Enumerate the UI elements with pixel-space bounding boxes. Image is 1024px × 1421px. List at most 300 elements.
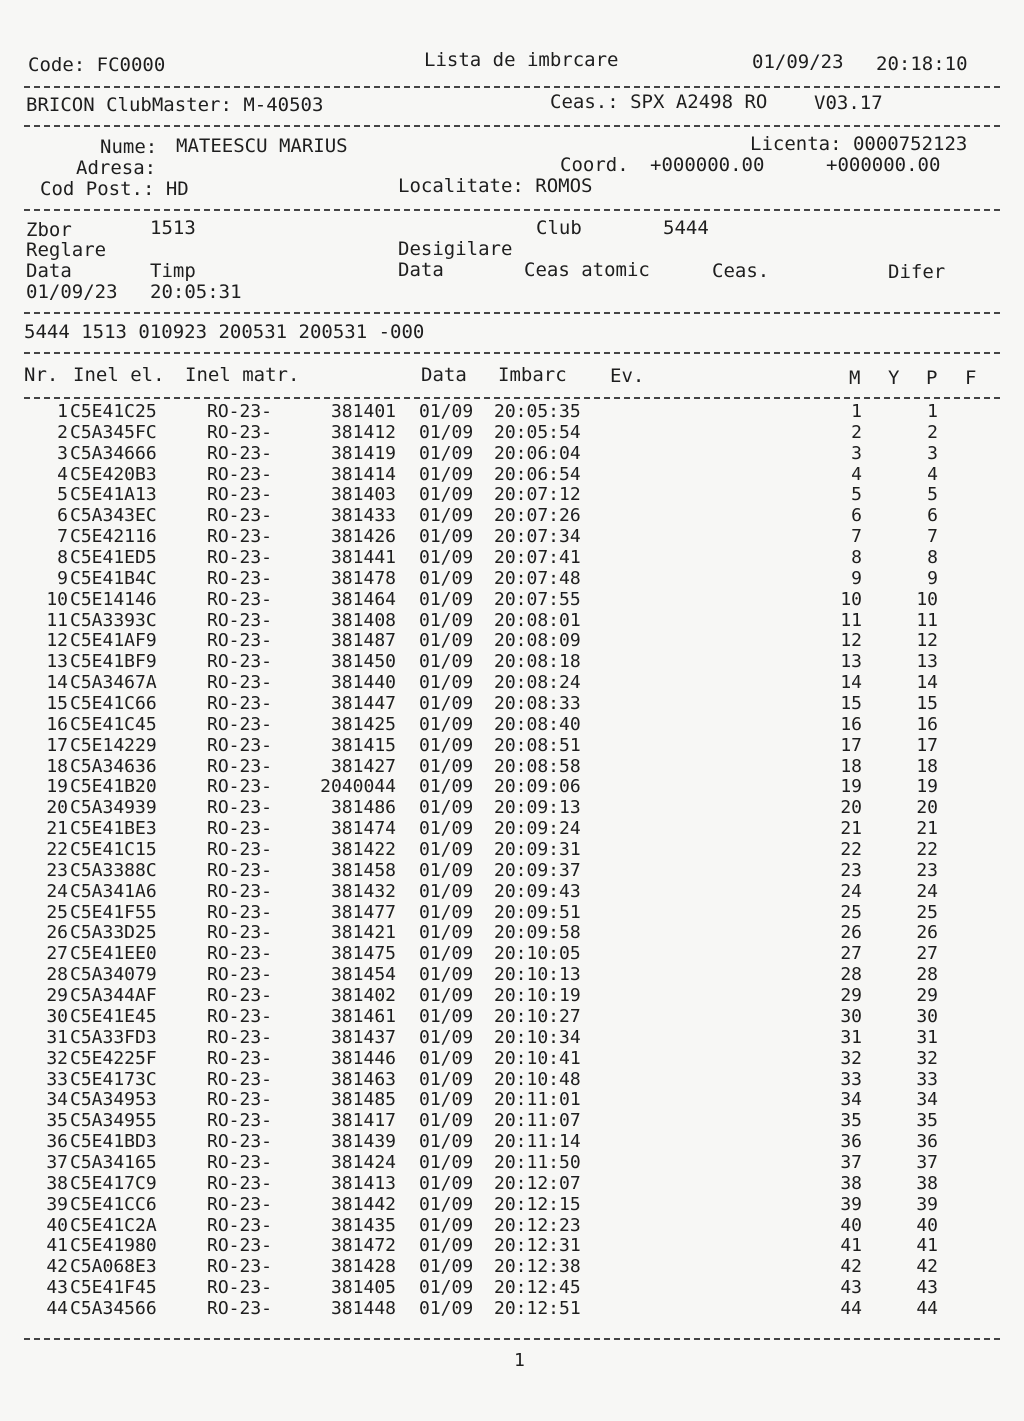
electronic-ring: C5E41CC6 — [70, 1193, 157, 1215]
ring-series: RO-23- — [207, 693, 273, 715]
table-row — [0, 778, 1024, 799]
position-p: 40 — [916, 1214, 938, 1236]
basketing-date: 01/09 — [419, 985, 474, 1007]
basketing-date: 01/09 — [419, 526, 474, 548]
row-number: 12 — [46, 630, 68, 652]
position-m: 44 — [840, 1297, 862, 1319]
basketing-date: 01/09 — [419, 421, 474, 443]
position-m: 18 — [840, 755, 862, 777]
table-row — [0, 632, 1024, 653]
basketing-time: 20:10:34 — [494, 1026, 581, 1048]
position-p: 12 — [916, 630, 938, 652]
ring-number: 381433 — [330, 505, 396, 527]
ring-number: 381408 — [330, 609, 396, 631]
basketing-time: 20:08:24 — [494, 672, 581, 694]
ring-series: RO-23- — [207, 1297, 273, 1319]
position-p: 15 — [916, 693, 938, 715]
position-m: 29 — [840, 985, 862, 1007]
row-number: 13 — [46, 651, 68, 673]
coord-x: +000000.00 — [650, 154, 765, 176]
basketing-date: 01/09 — [419, 1068, 474, 1090]
position-m: 25 — [840, 901, 862, 923]
basketing-time: 20:09:43 — [494, 880, 581, 902]
electronic-ring: C5E41C2A — [70, 1214, 157, 1236]
table-row — [0, 1091, 1024, 1112]
table-row — [0, 1026, 1024, 1050]
ring-number: 381486 — [330, 797, 396, 819]
ring-number: 381428 — [330, 1256, 396, 1278]
basketing-date: 01/09 — [419, 1131, 474, 1153]
position-m: 38 — [840, 1172, 862, 1194]
basketing-date: 01/09 — [419, 463, 474, 485]
basketing-time: 20:07:41 — [494, 547, 581, 569]
basketing-date: 01/09 — [419, 442, 474, 464]
device-label: BRICON ClubMaster: M-40503 — [26, 94, 324, 116]
print-time: 20:18:10 — [876, 53, 968, 75]
electronic-ring: C5A345FC — [70, 421, 157, 443]
row-number: 37 — [46, 1151, 68, 1173]
position-m: 5 — [851, 484, 862, 506]
row-number: 2 — [57, 421, 68, 443]
position-p: 33 — [916, 1068, 938, 1090]
position-m: 17 — [840, 734, 862, 756]
electronic-ring: C5E41C15 — [70, 839, 157, 861]
position-p: 2 — [927, 421, 938, 443]
position-p: 5 — [927, 484, 938, 506]
ring-number: 381432 — [330, 880, 396, 902]
table-row — [0, 653, 1024, 674]
electronic-ring: C5E41B4C — [70, 567, 157, 589]
row-number: 17 — [46, 734, 68, 756]
table-row — [0, 966, 1024, 987]
divider — [24, 1338, 1000, 1340]
ring-series: RO-23- — [207, 880, 273, 902]
column-header-nr: Nr. — [24, 364, 59, 386]
ring-number: 381402 — [330, 985, 396, 1007]
table-row — [0, 734, 1024, 758]
position-m: 32 — [840, 1047, 862, 1069]
ceas-atomic-label: Ceas atomic — [524, 259, 650, 281]
electronic-ring: C5A34939 — [70, 797, 157, 819]
basketing-time: 20:08:58 — [494, 755, 581, 777]
position-m: 27 — [840, 943, 862, 965]
table-row — [0, 549, 1024, 570]
row-number: 9 — [57, 567, 68, 589]
basketing-time: 20:12:38 — [494, 1256, 581, 1278]
ring-series: RO-23- — [207, 567, 273, 589]
ring-series: RO-23- — [207, 1172, 273, 1194]
basketing-date: 01/09 — [419, 651, 474, 673]
column-header-inel-matr: Inel matr. — [185, 364, 300, 386]
row-number: 19 — [46, 776, 68, 798]
club-value: 5444 — [663, 217, 709, 239]
ring-number: 381417 — [330, 1110, 396, 1132]
basketing-date: 01/09 — [419, 1193, 474, 1215]
ring-series: RO-23- — [207, 1047, 273, 1069]
position-p: 10 — [916, 588, 938, 610]
row-number: 1 — [57, 401, 68, 422]
ring-number: 381405 — [330, 1277, 396, 1299]
position-m: 24 — [840, 880, 862, 902]
row-number: 36 — [46, 1131, 68, 1153]
row-number: 10 — [46, 588, 68, 610]
electronic-ring: C5E4225F — [70, 1047, 157, 1069]
basketing-time: 20:08:18 — [494, 651, 581, 673]
ring-number: 381412 — [330, 421, 396, 443]
table-row — [0, 924, 1024, 945]
electronic-ring: C5E41980 — [70, 1235, 157, 1257]
table-row — [0, 507, 1024, 528]
ring-series: RO-23- — [207, 1026, 273, 1048]
position-p: 8 — [927, 547, 938, 569]
ring-series: RO-23- — [207, 442, 273, 464]
row-number: 24 — [46, 880, 68, 902]
column-header-inel-el: Inel el. — [73, 364, 165, 386]
position-p: 4 — [927, 463, 938, 485]
position-p: 42 — [916, 1256, 938, 1278]
basketing-time: 20:09:06 — [494, 776, 581, 798]
basketing-date: 01/09 — [419, 859, 474, 881]
position-p: 38 — [916, 1172, 938, 1194]
basketing-time: 20:11:14 — [494, 1131, 581, 1153]
column-header-m: M — [849, 367, 861, 389]
ring-series: RO-23- — [207, 526, 273, 548]
ring-series: RO-23- — [207, 672, 273, 694]
position-p: 19 — [916, 776, 938, 798]
ring-series: RO-23- — [207, 588, 273, 610]
column-header-p: P — [926, 367, 938, 389]
row-number: 38 — [46, 1172, 68, 1194]
position-m: 3 — [851, 442, 862, 464]
electronic-ring: C5E41C25 — [70, 401, 157, 422]
code-line: 5444 1513 010923 200531 200531 -000 — [24, 321, 425, 343]
data2-label: Data — [398, 259, 444, 281]
basketing-date: 01/09 — [419, 630, 474, 652]
basketing-time: 20:09:58 — [494, 922, 581, 944]
electronic-ring: C5A343EC — [70, 505, 157, 527]
row-number: 34 — [46, 1089, 68, 1111]
position-p: 36 — [916, 1131, 938, 1153]
electronic-ring: C5E14146 — [70, 588, 157, 610]
table-row — [0, 403, 1024, 424]
electronic-ring: C5A34953 — [70, 1089, 157, 1111]
position-m: 22 — [840, 839, 862, 861]
ring-series: RO-23- — [207, 943, 273, 965]
basketing-date: 01/09 — [419, 922, 474, 944]
basketing-time: 20:10:41 — [494, 1047, 581, 1069]
row-number: 30 — [46, 1005, 68, 1027]
ring-series: RO-23- — [207, 609, 273, 631]
basketing-date: 01/09 — [419, 609, 474, 631]
electronic-ring: C5A34165 — [70, 1151, 157, 1173]
table-row — [0, 567, 1024, 591]
basketing-time: 20:07:26 — [494, 505, 581, 527]
basketing-date: 01/09 — [419, 797, 474, 819]
electronic-ring: C5A3393C — [70, 609, 157, 631]
basketing-time: 20:07:48 — [494, 567, 581, 589]
position-m: 6 — [851, 505, 862, 527]
electronic-ring: C5E14229 — [70, 734, 157, 756]
ring-series: RO-23- — [207, 463, 273, 485]
ring-series: RO-23- — [207, 797, 273, 819]
ring-series: RO-23- — [207, 1193, 273, 1215]
basketing-time: 20:12:07 — [494, 1172, 581, 1194]
ring-series: RO-23- — [207, 1005, 273, 1027]
table-row — [0, 713, 1024, 737]
basketing-time: 20:11:50 — [494, 1151, 581, 1173]
basketing-time: 20:09:13 — [494, 797, 581, 819]
ring-number: 381472 — [330, 1235, 396, 1257]
ring-series: RO-23- — [207, 1110, 273, 1132]
position-m: 41 — [840, 1235, 862, 1257]
ring-number: 381419 — [330, 442, 396, 464]
position-m: 31 — [840, 1026, 862, 1048]
ring-number: 381437 — [330, 1026, 396, 1048]
row-number: 14 — [46, 672, 68, 694]
position-m: 1 — [851, 401, 862, 422]
basketing-time: 20:09:37 — [494, 859, 581, 881]
ring-number: 381403 — [330, 484, 396, 506]
divider — [24, 312, 1000, 314]
table-row — [0, 421, 1024, 445]
ring-series: RO-23- — [207, 776, 273, 798]
basketing-time: 20:10:48 — [494, 1068, 581, 1090]
position-p: 1 — [927, 401, 938, 422]
row-number: 21 — [46, 818, 68, 840]
basketing-time: 20:09:31 — [494, 839, 581, 861]
electronic-ring: C5A341A6 — [70, 880, 157, 902]
basketing-time: 20:05:54 — [494, 421, 581, 443]
position-m: 4 — [851, 463, 862, 485]
basketing-date: 01/09 — [419, 713, 474, 735]
position-p: 39 — [916, 1193, 938, 1215]
table-row — [0, 859, 1024, 883]
divider — [24, 209, 1000, 211]
position-p: 17 — [916, 734, 938, 756]
table-row — [0, 695, 1024, 716]
row-number: 25 — [46, 901, 68, 923]
basketing-time: 20:10:13 — [494, 964, 581, 986]
position-m: 20 — [840, 797, 862, 819]
table-row — [0, 820, 1024, 841]
table-row — [0, 1005, 1024, 1029]
position-p: 3 — [927, 442, 938, 464]
basketing-date: 01/09 — [419, 880, 474, 902]
position-m: 2 — [851, 421, 862, 443]
version-label: V03.17 — [814, 92, 883, 114]
divider — [24, 352, 1000, 354]
reglare-date: 01/09/23 — [26, 281, 118, 303]
row-number: 20 — [46, 797, 68, 819]
code-label: Code: FC0000 — [28, 54, 166, 76]
row-number: 29 — [46, 985, 68, 1007]
position-m: 34 — [840, 1089, 862, 1111]
zbor-value: 1513 — [150, 217, 196, 239]
position-m: 12 — [840, 630, 862, 652]
basketing-date: 01/09 — [419, 1235, 474, 1257]
ring-number: 381413 — [330, 1172, 396, 1194]
ring-number: 381450 — [330, 651, 396, 673]
column-header-f: F — [965, 367, 977, 389]
electronic-ring: C5E41BF9 — [70, 651, 157, 673]
basketing-date: 01/09 — [419, 1026, 474, 1048]
ring-series: RO-23- — [207, 630, 273, 652]
table-row — [0, 609, 1024, 633]
basketing-time: 20:11:01 — [494, 1089, 581, 1111]
ring-number: 381477 — [330, 901, 396, 923]
position-p: 23 — [916, 859, 938, 881]
position-m: 37 — [840, 1151, 862, 1173]
ring-series: RO-23- — [207, 1068, 273, 1090]
position-p: 11 — [916, 609, 938, 631]
row-number: 44 — [46, 1297, 68, 1319]
ring-number: 381440 — [330, 672, 396, 694]
basketing-list — [0, 403, 1024, 1321]
row-number: 42 — [46, 1256, 68, 1278]
ring-number: 381446 — [330, 1047, 396, 1069]
basketing-time: 20:12:45 — [494, 1277, 581, 1299]
table-row — [0, 588, 1024, 612]
basketing-time: 20:07:34 — [494, 526, 581, 548]
ring-number: 381441 — [330, 547, 396, 569]
postcode-label: Cod Post.: HD — [40, 178, 189, 200]
basketing-date: 01/09 — [419, 484, 474, 506]
electronic-ring: C5A34666 — [70, 442, 157, 464]
basketing-time: 20:08:09 — [494, 630, 581, 652]
table-row — [0, 1297, 1024, 1321]
ring-series: RO-23- — [207, 964, 273, 986]
desigilare-label: Desigilare — [398, 238, 513, 260]
electronic-ring: C5E42116 — [70, 526, 157, 548]
table-row — [0, 1193, 1024, 1217]
ring-number: 2040044 — [320, 776, 396, 798]
position-m: 40 — [840, 1214, 862, 1236]
basketing-time: 20:10:27 — [494, 1005, 581, 1027]
position-m: 39 — [840, 1193, 862, 1215]
coord-label: Coord. — [560, 154, 629, 176]
column-header-ev: Ev. — [610, 365, 645, 387]
position-p: 20 — [916, 797, 938, 819]
ring-number: 381475 — [330, 943, 396, 965]
reglare-label: Reglare — [26, 239, 107, 261]
table-row — [0, 1151, 1024, 1175]
position-p: 9 — [927, 567, 938, 589]
divider — [24, 125, 1000, 127]
position-m: 21 — [840, 818, 862, 840]
ring-number: 381487 — [330, 630, 396, 652]
basketing-time: 20:12:31 — [494, 1235, 581, 1257]
position-p: 44 — [916, 1297, 938, 1319]
timp-label: Timp — [150, 260, 196, 282]
row-number: 15 — [46, 693, 68, 715]
position-p: 13 — [916, 651, 938, 673]
electronic-ring: C5E4173C — [70, 1068, 157, 1090]
position-m: 42 — [840, 1256, 862, 1278]
table-row — [0, 528, 1024, 549]
ring-number: 381442 — [330, 1193, 396, 1215]
basketing-time: 20:09:51 — [494, 901, 581, 923]
ring-series: RO-23- — [207, 1089, 273, 1111]
row-number: 41 — [46, 1235, 68, 1257]
electronic-ring: C5E41C45 — [70, 713, 157, 735]
row-number: 28 — [46, 964, 68, 986]
electronic-ring: C5E41A13 — [70, 484, 157, 506]
position-m: 16 — [840, 713, 862, 735]
position-p: 30 — [916, 1005, 938, 1027]
position-m: 15 — [840, 693, 862, 715]
basketing-time: 20:08:33 — [494, 693, 581, 715]
position-p: 32 — [916, 1047, 938, 1069]
basketing-date: 01/09 — [419, 964, 474, 986]
table-row — [0, 1112, 1024, 1133]
basketing-time: 20:12:51 — [494, 1297, 581, 1319]
position-p: 27 — [916, 943, 938, 965]
position-m: 13 — [840, 651, 862, 673]
address-label: Adresa: — [76, 157, 157, 179]
ring-number: 381427 — [330, 755, 396, 777]
table-row — [0, 1279, 1024, 1300]
ring-number: 381447 — [330, 693, 396, 715]
basketing-time: 20:12:15 — [494, 1193, 581, 1215]
basketing-date: 01/09 — [419, 1297, 474, 1319]
table-row — [0, 486, 1024, 507]
basketing-date: 01/09 — [419, 1277, 474, 1299]
basketing-date: 01/09 — [419, 776, 474, 798]
position-m: 7 — [851, 526, 862, 548]
licence-label: Licenta: 0000752123 — [750, 133, 968, 155]
electronic-ring: C5A068E3 — [70, 1256, 157, 1278]
row-number: 3 — [57, 442, 68, 464]
column-header-data: Data — [421, 364, 467, 386]
basketing-date: 01/09 — [419, 755, 474, 777]
electronic-ring: C5E41E45 — [70, 1005, 157, 1027]
ring-series: RO-23- — [207, 1151, 273, 1173]
ring-number: 381435 — [330, 1214, 396, 1236]
position-m: 11 — [840, 609, 862, 631]
ring-series: RO-23- — [207, 421, 273, 443]
table-row — [0, 987, 1024, 1008]
ring-number: 381458 — [330, 859, 396, 881]
basketing-date: 01/09 — [419, 672, 474, 694]
column-header-imbarc: Imbarc — [498, 364, 567, 386]
ring-series: RO-23- — [207, 859, 273, 881]
position-p: 24 — [916, 880, 938, 902]
table-row — [0, 901, 1024, 925]
position-p: 37 — [916, 1151, 938, 1173]
row-number: 31 — [46, 1026, 68, 1048]
position-m: 8 — [851, 547, 862, 569]
ring-number: 381426 — [330, 526, 396, 548]
ring-number: 381414 — [330, 463, 396, 485]
divider — [24, 397, 1000, 399]
row-number: 4 — [57, 463, 68, 485]
basketing-time: 20:08:01 — [494, 609, 581, 631]
basketing-date: 01/09 — [419, 734, 474, 756]
basketing-time: 20:08:51 — [494, 734, 581, 756]
ring-number: 381461 — [330, 1005, 396, 1027]
data-label: Data — [26, 260, 72, 282]
ring-series: RO-23- — [207, 922, 273, 944]
row-number: 11 — [46, 609, 68, 631]
electronic-ring: C5A3467A — [70, 672, 157, 694]
position-p: 22 — [916, 839, 938, 861]
ceas-label: Ceas. — [712, 260, 770, 282]
basketing-date: 01/09 — [419, 901, 474, 923]
row-number: 6 — [57, 505, 68, 527]
electronic-ring: C5E41F45 — [70, 1277, 157, 1299]
basketing-time: 20:10:05 — [494, 943, 581, 965]
ring-number: 381448 — [330, 1297, 396, 1319]
